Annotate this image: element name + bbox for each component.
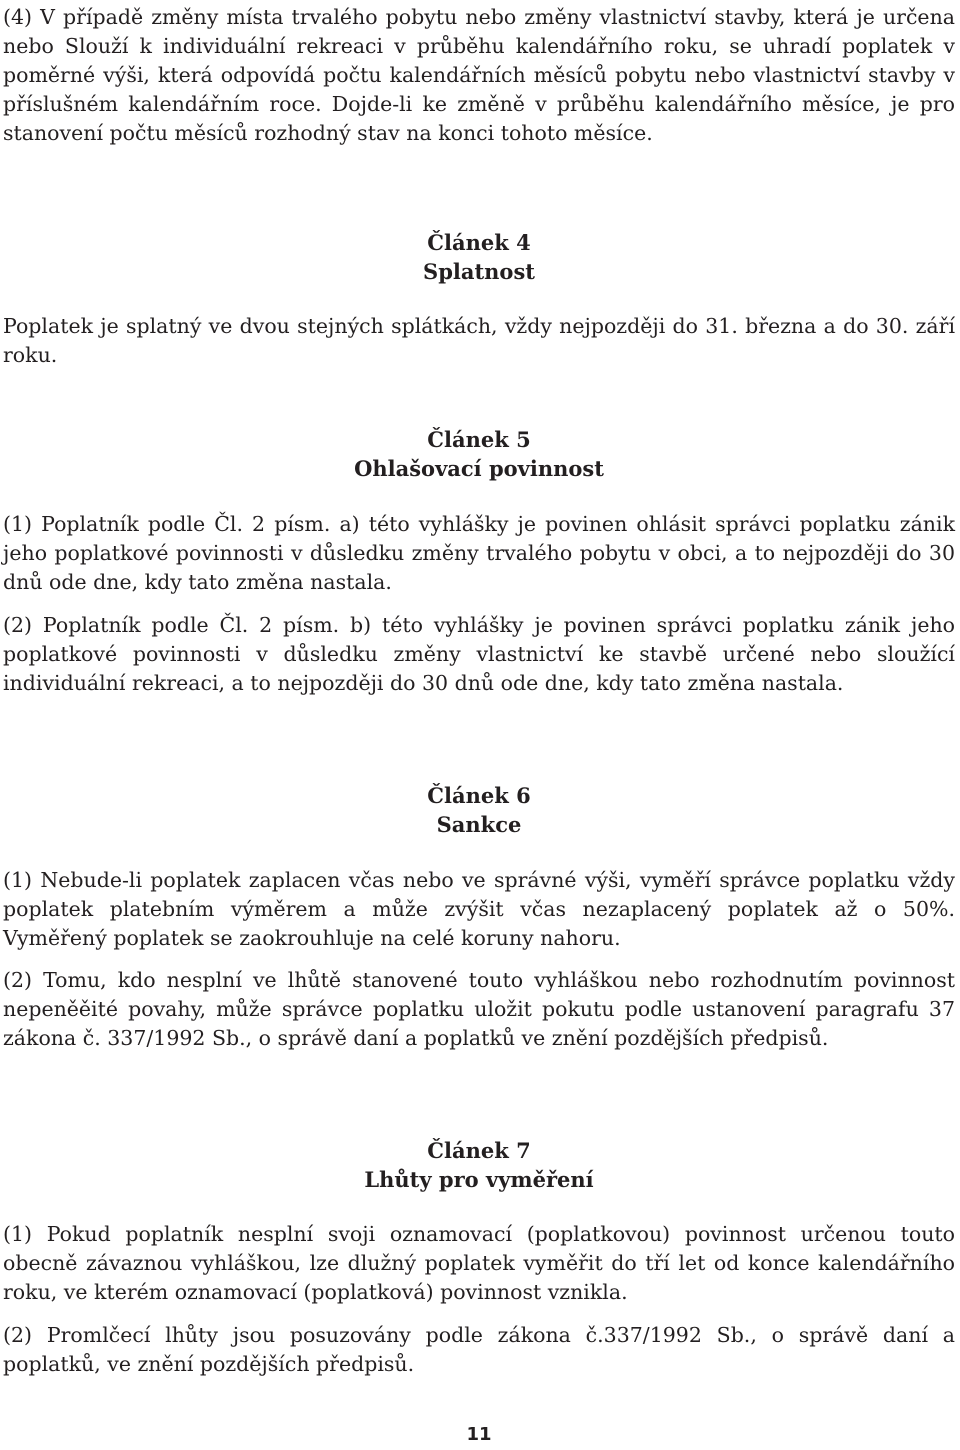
article-3-paragraph-4: (4) V případě změny místa trvalého pobytu nebo změny vlastnictví stavby, která je určena nebo Slouží k individuální rekreaci v průběhu kalendářního roku, se uhradí poplatek v poměrné výši, která odpovídá počtu kalendářních měsíců pobytu nebo vlastnictví stavby v příslušném kalendářním roce. Dojde-li ke změně v průběhu kalendářního měsíce, je pro stanovení počtu měsíců rozhodný stav na konci tohoto měsíce. (3, 5, 955, 145)
article-5 (3, 425, 955, 483)
article-5-heading: Článek 5 (427, 427, 531, 452)
article-6-title: Sankce (436, 812, 522, 837)
article-6-heading: Článek 6 (427, 783, 531, 808)
article-5-paragraph-1: (1) Poplatník podle Čl. 2 písm. a) této vyhlášky je povinen ohlásit správci poplatku zánik jeho poplatkové povinnosti v důsledku změny trvalého pobytu v obci, a to nejpozději do 30 dnů ode dne, kdy tato změna nastala. (3, 512, 955, 594)
article-5-title: Ohlašovací povinnost (354, 456, 604, 481)
article-7-paragraph-2: (2) Promlčecí lhůty jsou posuzovány podle zákona č.337/1992 Sb., o správě daní a poplatků, ve znění pozdějších předpisů. (3, 1323, 955, 1376)
article-4 (3, 228, 955, 286)
article-5-paragraph-2: (2) Poplatník podle Čl. 2 písm. b) této vyhlášky je povinen správci poplatku zánik jeho poplatkové povinnosti v důsledku změny vlastnictví ke stavbě určené nebo sloužící individuální rekreaci, a to nejpozději do 30 dnů ode dne, kdy tato změna nastala. (3, 613, 955, 695)
article-7-title: Lhůty pro vyměření (364, 1167, 594, 1192)
page-number: 11 (466, 1424, 492, 1445)
article-4-title: Splatnost (423, 259, 535, 284)
article-4-heading: Článek 4 (427, 230, 531, 255)
article-4-text: Poplatek je splatný ve dvou stejných splátkách, vždy nejpozději do 31. března a do 30. září roku. (3, 314, 955, 367)
article-6 (3, 781, 955, 839)
article-7-heading: Článek 7 (427, 1138, 531, 1163)
article-6-paragraph-1: (1) Nebude-li poplatek zaplacen včas nebo ve správné výši, vyměří správce poplatku vždy poplatek platebním výměrem a může zvýšit včas nezaplacený poplatek až o 50%. Vyměřený poplatek se zaokrouhluje na celé koruny nahoru. (3, 868, 955, 950)
article-6-paragraph-2: (2) Tomu, kdo nesplní ve lhůtě stanovené touto vyhláškou nebo rozhodnutím povinnost nepeněěité povahy, může správce poplatku uložit pokutu podle ustanovení paragrafu 37 zákona č. 337/1992 Sb., o správě daní a poplatků ve znění pozdějších předpisů. (3, 968, 955, 1050)
article-7 (3, 1136, 955, 1194)
article-7-paragraph-1: (1) Pokud poplatník nesplní svoji oznamovací (poplatkovou) povinnost určenou touto obecně závaznou vyhláškou, lze dlužný poplatek vyměřit do tří let od konce kalendářního roku, ve kterém oznamovací (poplatková) povinnost vznikla. (3, 1222, 955, 1304)
